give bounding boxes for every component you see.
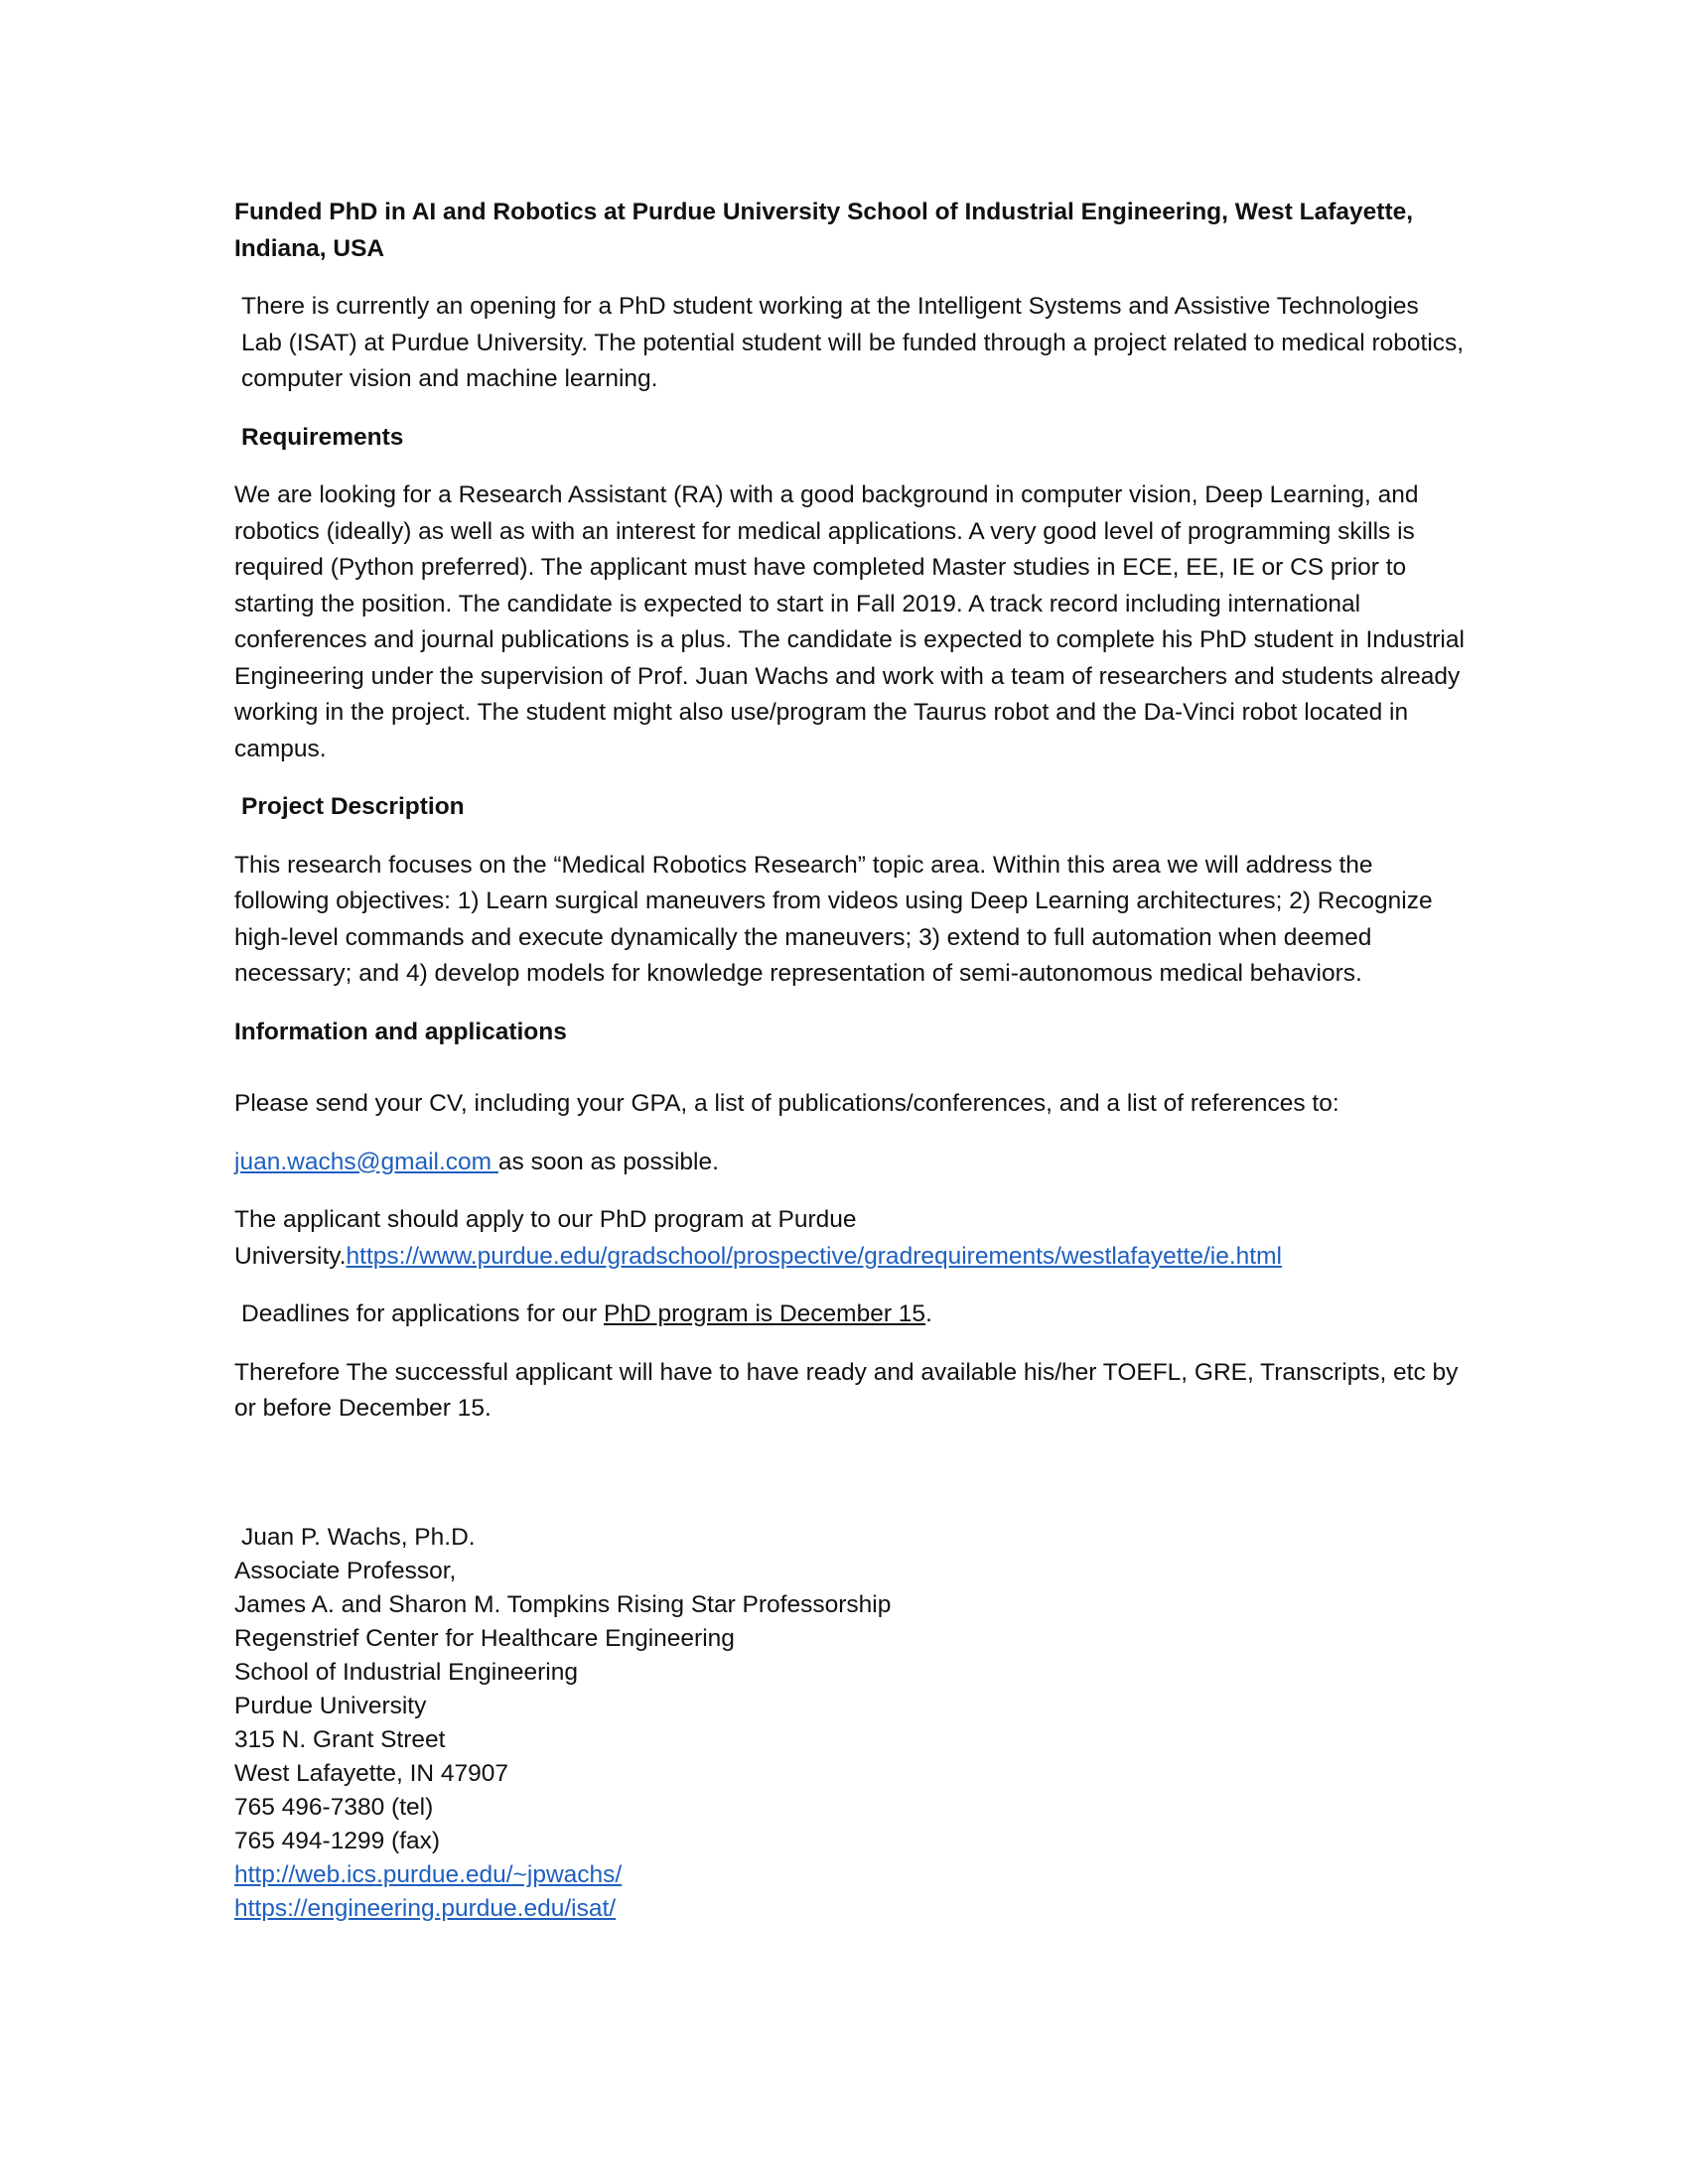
signature-school: School of Industrial Engineering	[234, 1658, 578, 1686]
deadline-underlined: PhD program is December 15	[603, 1300, 926, 1327]
signature-block	[234, 1521, 1466, 1926]
document-title: Funded PhD in AI and Robotics at Purdue University School of Industrial Engineering, West Lafayette, Indiana, USA	[234, 199, 1414, 262]
signature-center: Regenstrief Center for Healthcare Engineering	[234, 1624, 735, 1652]
deadline-prefix: Deadlines for applications for our	[241, 1300, 604, 1327]
project-description-heading: Project Description	[241, 793, 465, 820]
email-paragraph	[234, 1145, 1466, 1181]
intro-paragraph: There is currently an opening for a PhD student working at the Intelligent Systems and Assistive Technologies Lab (ISAT) at Purdue University. The potential student will be funded through a project related to medical robotics, computer vision and machine learning.	[241, 293, 1465, 392]
requirements-paragraph: We are looking for a Research Assistant (RA) with a good background in computer vision, Deep Learning, and robotics (ideally) as well as with an interest for medical applications. A very good level of programming skills is required (Python preferred). The applicant must have completed Master studies in ECE, EE, IE or CS prior to starting the position. The candidate is expected to start in Fall 2019. A track record including international conferences and journal publications is a plus. The candidate is expected to complete his PhD student in Industrial Engineering under the supervision of Prof. Juan Wachs and work with a team of researchers and students already working in the project. The student might also use/program the Taurus robot and the Da-Vinci robot located in campus.	[234, 481, 1465, 762]
signature-professorship: James A. and Sharon M. Tompkins Rising Star Professorship	[234, 1590, 892, 1618]
deadline-paragraph	[234, 1297, 1466, 1333]
requirements-heading: Requirements	[241, 423, 404, 451]
information-heading: Information and applications	[234, 1018, 567, 1045]
signature-name: Juan P. Wachs, Ph.D.	[241, 1523, 476, 1551]
apply-paragraph	[234, 1202, 1466, 1275]
signature-university: Purdue University	[234, 1692, 427, 1719]
apply-text-line1: The applicant should apply to our PhD program at Purdue	[234, 1206, 857, 1233]
signature-fax: 765 494-1299 (fax)	[234, 1827, 441, 1854]
deadline-suffix: .	[925, 1300, 932, 1327]
signature-position: Associate Professor,	[234, 1557, 457, 1584]
send-cv-paragraph: Please send your CV, including your GPA, a list of publications/conferences, and a list of references to:	[234, 1090, 1339, 1117]
personal-website-link[interactable]: http://web.ics.purdue.edu/~jpwachs/	[234, 1860, 623, 1888]
spacer	[234, 1449, 1466, 1521]
email-link[interactable]: juan.wachs@gmail.com	[234, 1148, 498, 1175]
gradschool-link[interactable]: https://www.purdue.edu/gradschool/prospective/gradrequirements/westlafayette/ie.html	[346, 1242, 1282, 1270]
signature-tel: 765 496-7380 (tel)	[234, 1793, 434, 1821]
apply-text-line2: University.	[234, 1242, 347, 1270]
isat-website-link[interactable]: https://engineering.purdue.edu/isat/	[234, 1894, 617, 1922]
signature-street: 315 N. Grant Street	[234, 1725, 446, 1753]
email-suffix: as soon as possible.	[497, 1148, 719, 1175]
project-description-paragraph: This research focuses on the “Medical Robotics Research” topic area. Within this area we will address the following objectives: 1) Learn surgical maneuvers from videos using Deep Learning architectures; 2) Recognize high-level commands and execute dynamically the maneuvers; 3) extend to full automation when deemed necessary; and 4) develop models for knowledge representation of semi-autonomous medical behaviors.	[234, 851, 1433, 987]
signature-city: West Lafayette, IN 47907	[234, 1759, 509, 1787]
therefore-paragraph: Therefore The successful applicant will have to have ready and available his/her TOEFL, GRE, Transcripts, etc by or before December 15.	[234, 1358, 1459, 1422]
document-page	[234, 195, 1466, 1926]
